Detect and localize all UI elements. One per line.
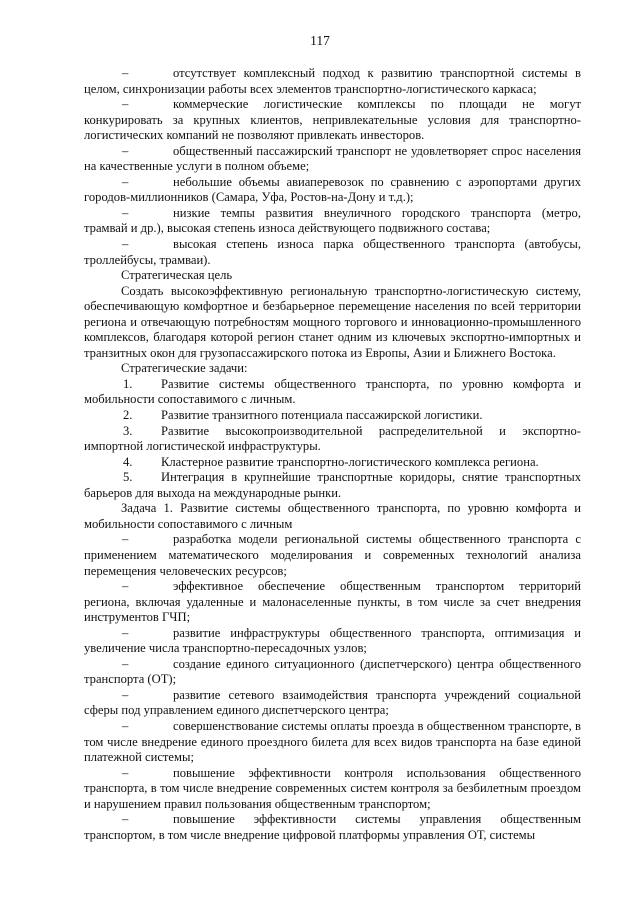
dash-marker: – — [122, 625, 129, 640]
list-item: – общественный пассажирский транспорт не удовлетворяет спрос населения на качественные услуги в полном объеме; — [84, 143, 581, 174]
task-number: 3. — [123, 423, 133, 438]
list-item: – разработка модели региональной системы общественного транспорта с применением математического моделирования и современных технологий анализа перемещения человеческих ресурсов; — [84, 532, 581, 578]
dash-marker: – — [122, 174, 129, 189]
task1-heading: Задача 1. Развитие системы общественного транспорта, по уровню комфорта и мобильности сопоставимого с личным — [84, 501, 581, 531]
tasks-list — [84, 377, 581, 501]
dash-marker: – — [122, 532, 129, 547]
list-item: – коммерческие логистические комплексы по площади не могут конкурировать за крупных клиентов, непривлекательные условия для транспортно-логистических компаний не позволяют привлекать инвесторов. — [84, 97, 581, 143]
list-item: – создание единого ситуационного (диспетчерского) центра общественного транспорта (ОТ); — [84, 656, 581, 687]
tasks-heading: Стратегические задачи: — [121, 361, 248, 376]
dash-marker: – — [122, 579, 129, 594]
dash-marker: – — [122, 66, 129, 80]
list-item: – развитие инфраструктуры общественного транспорта, оптимизация и увеличение числа транспортно-пересадочных узлов; — [84, 625, 581, 656]
task-item: 5. Интеграция в крупнейшие транспортные коридоры, снятие транспортных барьеров для выхода на международные рынки. — [84, 470, 581, 500]
dash-marker: – — [122, 687, 129, 702]
list-item: – низкие темпы развития внеуличного городского транспорта (метро, трамвай и др.), высокая степень износа действующего подвижного состава; — [84, 205, 581, 236]
bullet-list-task1 — [84, 532, 581, 843]
goal-heading: Стратегическая цель — [121, 268, 233, 283]
task-number: 4. — [123, 454, 133, 469]
task-number: 2. — [123, 408, 133, 423]
bullet-list-problems — [84, 66, 581, 268]
list-item: – отсутствует комплексный подход к развитию транспортной системы в целом, синхронизации работы всех элементов транспортно-логистического каркаса; — [84, 66, 581, 96]
page-number: 117 — [310, 33, 330, 48]
task-item: 3. Развитие высокопроизводительной распределительной и экспортно-импортной логистической инфраструктуры. — [84, 423, 581, 454]
list-item: – повышение эффективности контроля использования общественного транспорта, в том числе внедрение современных систем контроля за безбилетным проездом и нарушением правил пользования общественным транспортом; — [84, 765, 581, 811]
goal-text: Создать высокоэффективную региональную транспортно-логистическую систему, обеспечивающую комфортное и безбарьерное перемещение населения по всей территории региона и отвечающую потребностям мощного торгового и инновационно-промышленного комплексов, благодаря которой регион станет одним из ключевых экспортно-импортных и транзитных окон для грузопассажирского потока из Европы, Азии и Ближнего Востока. — [84, 283, 581, 360]
dash-marker: – — [122, 97, 129, 112]
list-item: – повышение эффективности системы управления общественным транспортом, в том числе внедрение цифровой платформы управления ОТ, системы — [84, 812, 581, 842]
dash-marker: – — [122, 143, 129, 158]
dash-marker: – — [122, 765, 129, 780]
dash-marker: – — [122, 718, 129, 733]
dash-marker: – — [122, 237, 129, 252]
task-number: 5. — [123, 470, 133, 485]
list-item: – совершенствование системы оплаты проезда в общественном транспорте, в том числе внедрение единого проездного билета для всех видов транспорта на базе единой платежной системы; — [84, 718, 581, 765]
task-item: 2. Развитие транзитного потенциала пассажирской логистики. — [84, 408, 581, 424]
list-item: – небольшие объемы авиаперевозок по сравнению с аэропортами других городов-миллионников (Самара, Уфа, Ростов-на-Дону и т.д.); — [84, 174, 581, 205]
list-item: – эффективное обеспечение общественным транспортом территорий региона, включая удаленные и малонаселенные пункты, в том числе за счет внедрения инструментов ГЧП; — [84, 579, 581, 625]
task-item: 1. Развитие системы общественного транспорта, по уровню комфорта и мобильности сопоставимого с личным. — [84, 376, 581, 407]
dash-marker: – — [122, 812, 129, 827]
list-item: – развитие сетевого взаимодействия транспорта учреждений социальной сферы под управлением единого диспетчерского центра; — [84, 687, 581, 718]
list-item: – высокая степень износа парка общественного транспорта (автобусы, троллейбусы, трамваи). — [84, 237, 581, 267]
dash-marker: – — [122, 656, 129, 671]
task-item: 4. Кластерное развитие транспортно-логистического комплекса региона. — [84, 455, 581, 471]
task-number: 1. — [123, 376, 133, 391]
document-body — [84, 66, 581, 843]
dash-marker: – — [122, 205, 129, 220]
